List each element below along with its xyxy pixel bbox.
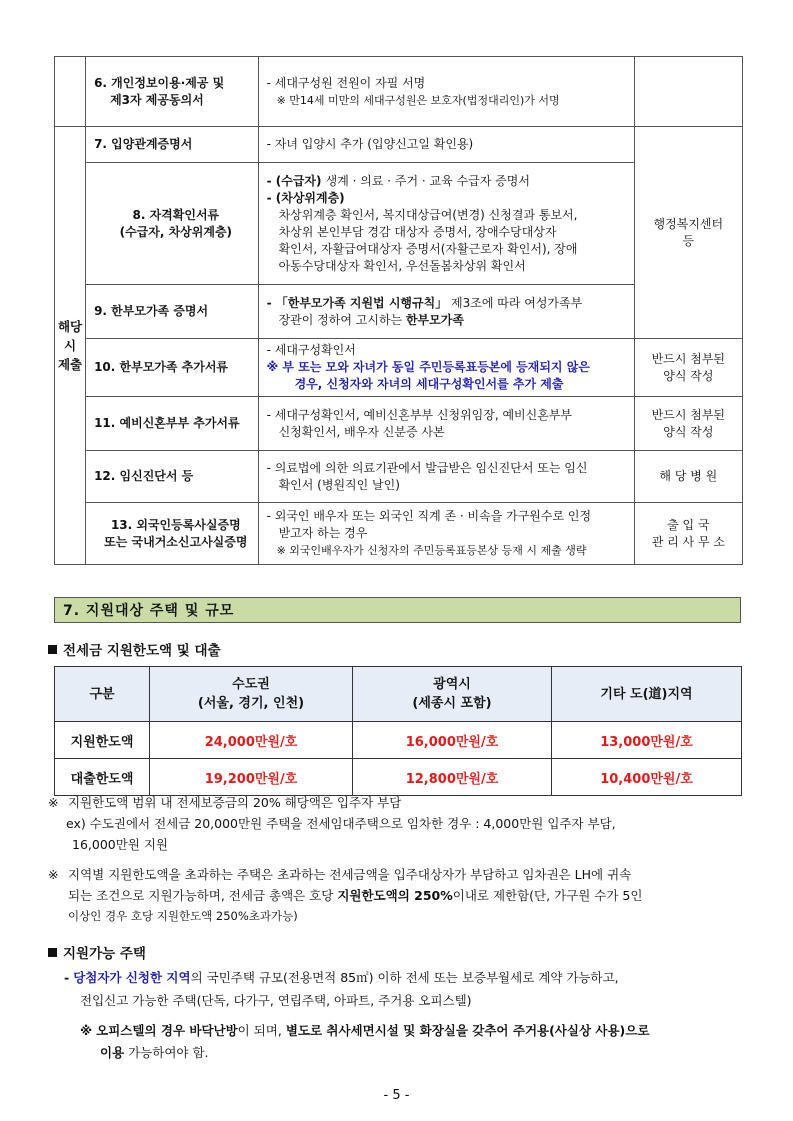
bullet-line: 전입신고 가능한 주택(단독, 다가구, 연립주택, 아파트, 주거용 오피스텔) [80, 993, 472, 1008]
subsection-title-text: 전세금 지원한도액 및 대출 [63, 643, 221, 659]
value-cell: 19,200만원/호 [150, 759, 353, 796]
document-name: 6. 개인정보이용·제공 및 제3자 제공동의서 [86, 57, 259, 127]
bullet-note: ※ 오피스텔의 경우 바닥난방이 되며, 별도로 취사세면시설 및 화장실을 갖추어 주거용(사실상 사용)으로 이용 가능하여야 함. [80, 1023, 650, 1060]
document-description: - 「한부모가족 지원법 시행규칙」 제3조에 따라 여성가족부 장관이 정하여 고시하는 한부모가족 [258, 285, 634, 339]
group-cell-empty [55, 57, 86, 127]
limit-table-header [55, 667, 742, 722]
document-name: 12. 임신진단서 등 [86, 451, 259, 503]
row-label: 대출한도액 [55, 759, 150, 796]
table-row [55, 759, 742, 796]
header-cell: 기타 도(道)지역 [552, 667, 742, 722]
header-cell: 구분 [55, 667, 150, 722]
document-name: 9. 한부모가족 증명서 [86, 285, 259, 339]
section-header: 7. 지원대상 주택 및 규모 [54, 597, 741, 623]
table-row [55, 397, 743, 451]
subsection-title-housing [48, 942, 146, 962]
subsection-title-limit [48, 639, 221, 659]
table-row [55, 503, 743, 565]
group-label: 해당 시 제출 [55, 127, 86, 565]
document-name: 8. 자격확인서류 (수급자, 차상위계층) [86, 163, 259, 285]
document-name: 13. 외국인등록사실증명 또는 국내거소신고사실증명 [86, 503, 259, 565]
document-description: - 외국인 배우자 또는 외국인 직계 존 · 비속을 가구원수로 인정 받고자 하는 경우 ※ 외국인배우자가 신청자의 주민등록표등본상 등재 시 제출 생략 [258, 503, 634, 565]
value-cell: 16,000만원/호 [353, 722, 552, 759]
document-description: - 세대구성확인서, 예비신혼부부 신청위임장, 예비신혼부부 신청확인서, 배우자 신분증 사본 [258, 397, 634, 451]
document-description: - 자녀 입양시 추가 (입양신고일 확인용) [258, 127, 634, 163]
note-text: 되는 조건으로 지원가능하며, 전세금 총액은 호당 지원한도액의 250%이내로 제한함(단, 가구원 수가 5인 [68, 888, 643, 903]
note-mark: ※ [48, 795, 59, 810]
table-row [55, 127, 743, 163]
value-cell: 13,000만원/호 [552, 722, 742, 759]
value-cell: 24,000만원/호 [150, 722, 353, 759]
housing-bullet [64, 966, 744, 1064]
table-row [55, 57, 743, 127]
square-bullet-icon [48, 645, 57, 654]
issuer-cell: 반드시 첨부된 양식 작성 [634, 397, 742, 451]
note-text: ex) 수도권에서 전세금 20,000만원 주택을 전세임대주택으로 임차한 경우 : 4,000만원 입주자 부담, [66, 816, 616, 831]
value-cell: 10,400만원/호 [552, 759, 742, 796]
limit-table [54, 666, 742, 796]
issuer-cell: 해 당 병 원 [634, 451, 742, 503]
square-bullet-icon [48, 948, 57, 957]
document-name: 11. 예비신혼부부 추가서류 [86, 397, 259, 451]
note-mark: ※ [48, 867, 59, 882]
note-text: 16,000만원 지원 [72, 837, 169, 852]
table-row [55, 339, 743, 397]
document-description: - 의료법에 의한 의료기관에서 발급받은 임신진단서 또는 임신 확인서 (병원직인 날인) [258, 451, 634, 503]
subsection-title-text: 지원가능 주택 [63, 946, 146, 962]
table-row [55, 451, 743, 503]
note-text: 이상인 경우 호당 지원한도액 250%초과가능) [68, 909, 298, 923]
value-cell: 12,800만원/호 [353, 759, 552, 796]
document-name: 10. 한부모가족 추가서류 [86, 339, 259, 397]
bullet-line: - 당첨자가 신청한 지역의 국민주택 규모(전용면적 85㎡) 이하 전세 또는 보증부월세로 계약 가능하고, [64, 970, 619, 985]
row-label: 지원한도액 [55, 722, 150, 759]
issuer-cell: 반드시 첨부된 양식 작성 [634, 339, 742, 397]
document-description: - (수급자) 생계 · 의료 · 주거 · 교육 수급자 증명서 - (차상위계층) 차상위계층 확인서, 복지대상급여(변경) 신청결과 통보서, 차상위 본인부담 경감 대상자 증명서, 장애수당대상자 확인서, 자활급여대상자 증명서(자활근로자 확인서), 장애 아동수당대상자 확인서, 우선돌봄차상위 확인서 [258, 163, 634, 285]
header-cell: 수도권 (서울, 경기, 인천) [150, 667, 353, 722]
documents-table [54, 56, 743, 565]
issuer-cell: 출 입 국 관 리 사 무 소 [634, 503, 742, 565]
note-2 [48, 864, 748, 927]
document-description: - 세대구성원 전원이 자필 서명 ※ 만14세 미만의 세대구성원은 보호자(법정대리인)가 서명 [258, 57, 634, 127]
note-text: 지역별 지원한도액을 초과하는 주택은 초과하는 전세금액을 입주대상자가 부담하고 임차권은 LH에 귀속 [68, 867, 632, 882]
issuer-cell [634, 57, 742, 127]
table-row [55, 722, 742, 759]
note-text: 지원한도액 범위 내 전세보증금의 20% 해당액은 입주자 부담 [68, 795, 402, 810]
document-name: 7. 입양관계증명서 [86, 127, 259, 163]
note-1 [48, 792, 748, 855]
header-cell: 광역시 (세종시 포함) [353, 667, 552, 722]
document-description: - 세대구성확인서 ※ 부 또는 모와 자녀가 동일 주민등록표등본에 등재되지 않은 경우, 신청자와 자녀의 세대구성확인서를 추가 제출 [258, 339, 634, 397]
issuer-cell: 행정복지센터 등 [634, 127, 742, 339]
page-number: - 5 - [383, 1088, 410, 1103]
